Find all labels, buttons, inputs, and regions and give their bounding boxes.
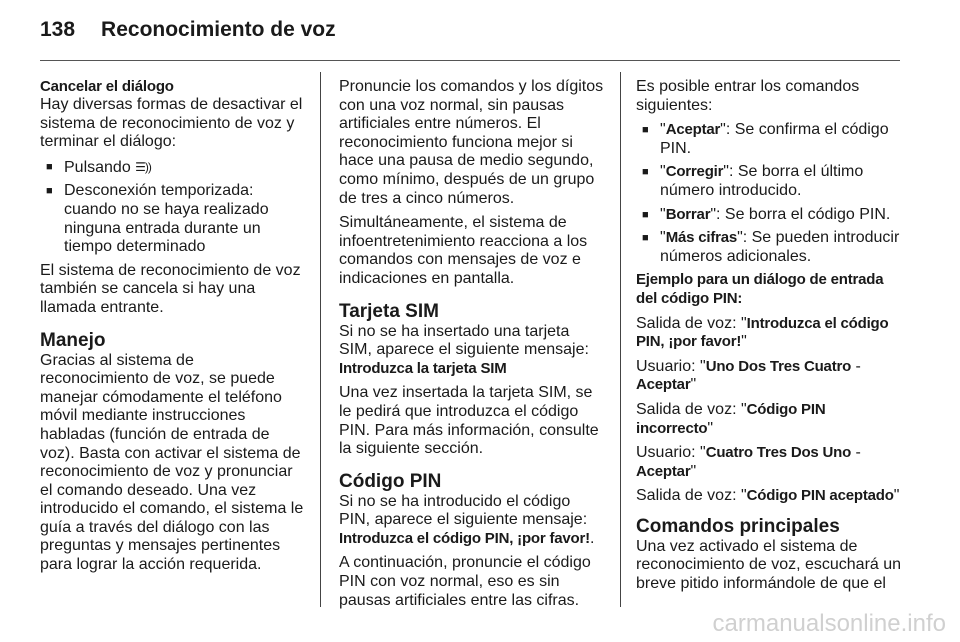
sim-text: Si no se ha insertado una tarjeta SIM, aparece el siguiente mensaje:	[339, 322, 589, 359]
command-name: Borrar	[665, 205, 711, 223]
commands-intro: Es posible entrar los comandos siguientes:	[636, 78, 860, 114]
dialog-phrase: Introduzca el código PIN, ¡por favor!	[636, 314, 889, 351]
bullet-text: Desconexión temporizada: cuando no se haya realizado ninguna entrada durante un tiempo determinado	[64, 182, 269, 256]
dialog-line	[636, 444, 906, 481]
column-1	[40, 78, 305, 581]
page-header	[40, 18, 900, 52]
quote: "	[690, 462, 697, 480]
dialog-phrase: Código PIN incorrecto	[636, 400, 826, 437]
list-item	[636, 206, 906, 225]
command-desc: ": Se pueden introducir números adicionales.	[660, 229, 900, 265]
command-desc: ": Se borra el último número introducido.	[660, 163, 864, 199]
cancel-call-text: El sistema de reconocimiento de voz también se cancela si hay una llamada entrante.	[40, 261, 301, 316]
bullet-icon: ■	[642, 166, 649, 179]
column-divider-1	[320, 72, 321, 607]
dialog-line	[636, 358, 906, 395]
column-2	[339, 78, 605, 616]
list-item	[636, 229, 906, 266]
pin-followup: A continuación, pronuncie el código PIN con voz normal, eso es sin pausas artificiales entre las cifras.	[339, 554, 591, 609]
dialog-separator: -	[851, 444, 861, 462]
voice-button-icon: ☰))	[135, 159, 151, 174]
cancel-dialog-heading: Cancelar el diálogo	[40, 78, 174, 95]
example-heading: Ejemplo para un diálogo de entrada del código PIN:	[636, 271, 884, 307]
quote: "	[690, 376, 697, 394]
pin-heading: Código PIN	[339, 470, 442, 492]
quote: "	[893, 487, 900, 505]
dialog-speaker: Salida de voz: "	[636, 400, 747, 418]
dialog-speaker: Usuario: "	[636, 444, 706, 462]
pin-message: Introduzca el código PIN, ¡por favor!	[339, 529, 590, 547]
dialog-phrase: Aceptar	[636, 462, 691, 480]
dialog-line	[636, 315, 906, 352]
bullet-text: Pulsando	[64, 158, 131, 176]
manejo-heading: Manejo	[40, 329, 106, 351]
pronounce-text: Pronuncie los comandos y los dígitos con una voz normal, sin pausas artificiales entre números. El reconocimiento funciona mejor si hace una pausa de medio segundo, como mínimo, después de un grupo de tres a cinco números.	[339, 78, 604, 207]
command-desc: ": Se confirma el código PIN.	[660, 121, 889, 157]
dialog-separator: -	[851, 357, 861, 375]
sim-heading: Tarjeta SIM	[339, 300, 439, 322]
quote: "	[741, 333, 747, 351]
command-desc: ": Se borra el código PIN.	[710, 205, 891, 223]
list-item	[40, 158, 305, 178]
dialog-line	[636, 487, 906, 506]
page-title: Reconocimiento de voz	[101, 18, 336, 41]
dialog-speaker: Usuario: "	[636, 357, 706, 375]
cancel-bullet-list	[40, 158, 305, 257]
bullet-icon: ■	[642, 232, 649, 245]
column-3	[636, 78, 906, 600]
command-name: Más cifras	[665, 229, 738, 247]
manejo-text: Gracias al sistema de reconocimiento de voz, se puede manejar cómodamente el teléfono móvil mediante instrucciones habladas (función de entrada de voz). Basta con activar el sistema de reconocimiento de voz y pronunciar el comando deseado. Una vez introducido el comando, el sistema le guía a través del diálogo con las preguntas y mensajes pertinentes para lograr la acción requerida.	[40, 351, 304, 574]
dialog-phrase: Código PIN aceptado	[746, 487, 894, 505]
sim-followup: Una vez insertada la tarjeta SIM, se le pedirá que introduzca el código PIN. Para más información, consulte la siguiente sección.	[339, 384, 599, 458]
pin-message-end: .	[589, 529, 595, 547]
bullet-icon: ■	[46, 160, 53, 173]
watermark-logo: carmanualsonline.info	[712, 610, 946, 637]
bullet-icon: ■	[642, 124, 649, 137]
simultaneous-text: Simultáneamente, el sistema de infoentretenimiento reacciona a los comandos con mensajes de voz e indicaciones en pantalla.	[339, 214, 588, 287]
pin-message-line	[339, 530, 605, 549]
dialog-phrase: Cuatro Tres Dos Uno	[705, 444, 852, 462]
sim-message: Introduzca la tarjeta SIM	[339, 359, 507, 377]
dialog-line	[636, 401, 906, 438]
dialog-speaker: Salida de voz: "	[636, 487, 747, 505]
dialog-phrase: Aceptar	[636, 376, 691, 394]
bullet-icon: ■	[46, 185, 53, 198]
list-item	[636, 121, 906, 158]
pin-text: Si no se ha introducido el código PIN, aparece el siguiente mensaje:	[339, 492, 588, 529]
commands-list	[636, 121, 906, 266]
dialog-speaker: Salida de voz: "	[636, 314, 747, 332]
quote: "	[660, 229, 666, 247]
cancel-intro: Hay diversas formas de desactivar el sistema de reconocimiento de voz y terminar el diálogo:	[40, 96, 303, 151]
column-divider-2	[620, 72, 621, 607]
main-commands-heading: Comandos principales	[636, 515, 840, 537]
quote: "	[660, 163, 666, 181]
quote: "	[660, 121, 666, 139]
page-number: 138	[40, 18, 76, 41]
list-item	[40, 182, 305, 256]
quote: "	[707, 419, 714, 437]
command-name: Aceptar	[665, 121, 721, 139]
bullet-icon: ■	[642, 208, 649, 221]
dialog-phrase: Uno Dos Tres Cuatro	[705, 357, 852, 375]
command-name: Corregir	[665, 163, 724, 181]
header-divider	[40, 60, 900, 61]
quote: "	[660, 205, 666, 223]
main-commands-text: Una vez activado el sistema de reconocimiento de voz, escuchará un breve pitido informándole de que el	[636, 537, 902, 593]
list-item	[636, 163, 906, 200]
